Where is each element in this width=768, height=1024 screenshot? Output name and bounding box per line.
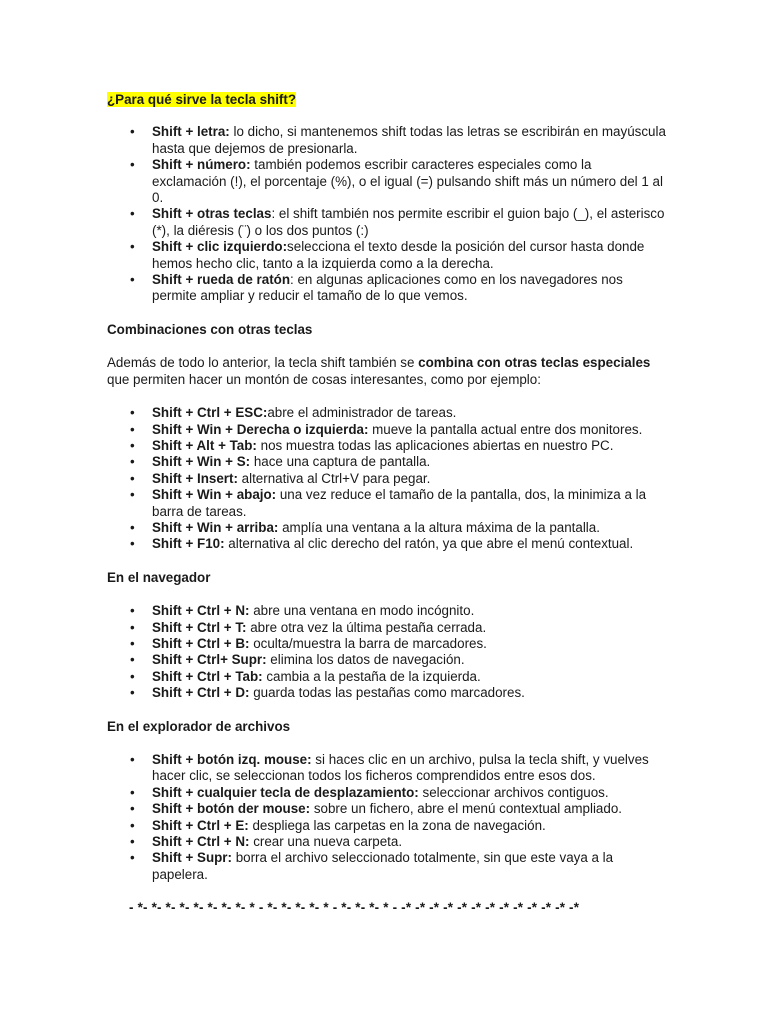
list-item bbox=[152, 520, 667, 536]
intro-text: Además de todo lo anterior, la tecla shift también se bbox=[107, 355, 419, 371]
list-item bbox=[152, 834, 667, 850]
page-title: ¿Para qué sirve la tecla shift? bbox=[107, 92, 297, 107]
list-item-key: Shift + Ctrl + N: bbox=[152, 834, 250, 850]
list-item-text: una vez reduce el tamaño de la pantalla, dos, la minimiza a la barra de tareas. bbox=[152, 487, 647, 519]
section-heading-explorador: En el explorador de archivos bbox=[107, 718, 291, 734]
list-item-text: abre el administrador de tareas. bbox=[267, 405, 457, 421]
list-item bbox=[152, 157, 667, 206]
list-item-text: selecciona el texto desde la posición del cursor hasta donde hemos hecho clic, tanto a la izquierda como a la derecha. bbox=[152, 239, 645, 271]
intro-text: que permiten hacer un montón de cosas interesantes, como por ejemplo: bbox=[107, 371, 541, 387]
list-item bbox=[152, 422, 667, 438]
list-item-text: lo dicho, si mantenemos shift todas las letras se escribirán en mayúscula hasta que dejemos de presionarla. bbox=[152, 124, 666, 156]
list-item-text: abre una ventana en modo incógnito. bbox=[249, 603, 475, 619]
list-item-text: mueve la pantalla actual entre dos monitores. bbox=[368, 421, 643, 437]
list-item-key: Shift + Supr: bbox=[152, 850, 232, 866]
list-item-key: Shift + Win + S: bbox=[152, 454, 251, 470]
list-item bbox=[152, 603, 667, 619]
list-item bbox=[152, 239, 667, 272]
list-item bbox=[152, 536, 667, 552]
list-item bbox=[152, 471, 667, 487]
list-item-text: alternativa al Ctrl+V para pegar. bbox=[237, 470, 431, 486]
list-item-key: Shift + letra: bbox=[152, 124, 230, 140]
dotted-divider: - *- *- *- *- *- *- *- *- * - *- *- *- *- * - *- *- *- * - -* -* -* -* -* -* -* -* -* -* -* -* -* bbox=[129, 900, 580, 916]
list-item-text: despliega las carpetas en la zona de navegación. bbox=[248, 817, 546, 833]
list-item-key: Shift + botón izq. mouse: bbox=[152, 752, 312, 767]
shift-list bbox=[107, 124, 667, 304]
list-item-key: Shift + número: bbox=[152, 157, 251, 173]
title-block bbox=[107, 92, 667, 108]
list-item-key: Shift + Win + arriba: bbox=[152, 519, 279, 535]
list-item bbox=[152, 850, 667, 883]
list-item-text: : en algunas aplicaciones como en los navegadores nos permite ampliar y reducir el tamaño de lo que vemos. bbox=[152, 272, 623, 304]
list-item bbox=[152, 652, 667, 668]
list-item bbox=[152, 454, 667, 470]
list-item-text: cambia a la pestaña de la izquierda. bbox=[262, 668, 481, 684]
section-heading-combinaciones: Combinaciones con otras teclas bbox=[107, 321, 313, 337]
explorador-list bbox=[107, 752, 667, 883]
list-item-key: Shift + botón der mouse: bbox=[152, 801, 311, 817]
list-item-key: Shift + Ctrl + ESC: bbox=[152, 405, 268, 421]
list-item-key: Shift + otras teclas bbox=[152, 206, 272, 222]
list-item-key: Shift + Ctrl + D: bbox=[152, 685, 250, 701]
list-item-text: hace una captura de pantalla. bbox=[250, 454, 431, 470]
section-intro bbox=[107, 355, 667, 388]
list-item-key: Shift + clic izquierdo: bbox=[152, 239, 288, 255]
list-item-text: amplía una ventana a la altura máxima de la pantalla. bbox=[278, 519, 600, 535]
list-item-text: : el shift también nos permite escribir el guion bajo (_), el asterisco (*), la diéresis (¨) o los dos puntos (:) bbox=[152, 206, 665, 238]
list-item-text: elimina los datos de navegación. bbox=[266, 652, 465, 668]
list-item-text: también podemos escribir caracteres especiales como la exclamación (!), el porcentaje (%), o el igual (=) pulsando shift más un número del 1 al 0. bbox=[152, 157, 663, 206]
list-item bbox=[152, 487, 667, 520]
section-heading-navegador: En el navegador bbox=[107, 569, 211, 585]
list-item bbox=[152, 636, 667, 652]
list-item bbox=[152, 818, 667, 834]
list-item bbox=[152, 272, 667, 305]
list-item-text: borra el archivo seleccionado totalmente, sin que este vaya a la papelera. bbox=[152, 850, 614, 882]
document-page bbox=[107, 92, 667, 917]
list-item-key: Shift + Win + Derecha o izquierda: bbox=[152, 421, 369, 437]
navegador-list bbox=[107, 603, 667, 701]
list-item-text: sobre un fichero, abre el menú contextual ampliado. bbox=[310, 801, 622, 817]
list-item-key: Shift + cualquier tecla de desplazamiento: bbox=[152, 784, 419, 800]
list-item bbox=[152, 620, 667, 636]
list-item-key: Shift + Ctrl + E: bbox=[152, 817, 249, 833]
list-item bbox=[152, 405, 667, 421]
list-item-key: Shift + Insert: bbox=[152, 470, 238, 486]
list-item-text: si haces clic en un archivo, pulsa la tecla shift, y vuelves hacer clic, se seleccionan todos los ficheros comprendidos entre esos dos. bbox=[152, 752, 649, 784]
list-item-key: Shift + Win + abajo: bbox=[152, 487, 277, 503]
list-item-key: Shift + Ctrl + T: bbox=[152, 619, 247, 635]
list-item bbox=[152, 785, 667, 801]
intro-bold-text: combina con otras teclas especiales bbox=[418, 355, 651, 371]
list-item bbox=[152, 206, 667, 239]
list-item-key: Shift + Alt + Tab: bbox=[152, 437, 257, 453]
list-item bbox=[152, 752, 667, 785]
list-item-key: Shift + Ctrl + N: bbox=[152, 603, 250, 619]
list-item bbox=[152, 685, 667, 701]
list-item-text: nos muestra todas las aplicaciones abiertas en nuestro PC. bbox=[256, 437, 614, 453]
list-item-text: oculta/muestra la barra de marcadores. bbox=[249, 635, 487, 651]
list-item-key: Shift + Ctrl + B: bbox=[152, 635, 250, 651]
list-item bbox=[152, 124, 667, 157]
list-item bbox=[152, 438, 667, 454]
list-item bbox=[152, 669, 667, 685]
list-item-text: seleccionar archivos contiguos. bbox=[418, 784, 609, 800]
combinaciones-list bbox=[107, 405, 667, 553]
list-item bbox=[152, 801, 667, 817]
list-item-key: Shift + F10: bbox=[152, 536, 225, 552]
list-item-key: Shift + Ctrl+ Supr: bbox=[152, 652, 267, 668]
list-item-key: Shift + Ctrl + Tab: bbox=[152, 668, 263, 684]
list-item-text: abre otra vez la última pestaña cerrada. bbox=[246, 619, 487, 635]
list-item-text: guarda todas las pestañas como marcadores. bbox=[249, 685, 525, 701]
list-item-text: alternativa al clic derecho del ratón, ya que abre el menú contextual. bbox=[224, 536, 634, 552]
list-item-text: crear una nueva carpeta. bbox=[249, 834, 403, 850]
list-item-key: Shift + rueda de ratón bbox=[152, 272, 291, 288]
